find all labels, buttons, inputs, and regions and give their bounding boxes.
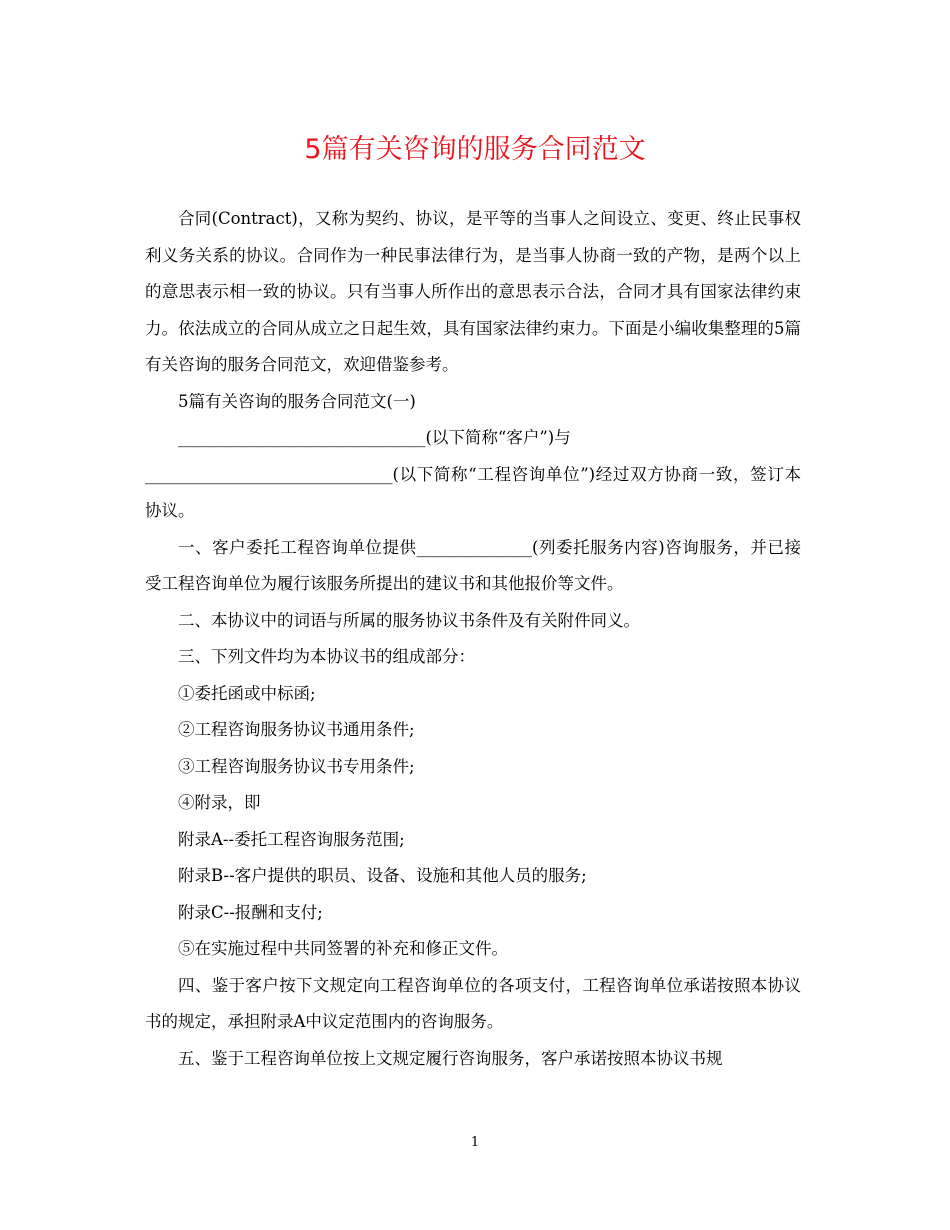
list-item: ③工程咨询服务协议书专用条件; <box>178 756 415 776</box>
appendix-item: 附录A--委托工程咨询服务范围; <box>178 829 405 849</box>
document-title: 5篇有关咨询的服务合同范文 <box>304 134 646 165</box>
clause-1: 一、客户委托工程咨询单位提供______________(列委托服务内容)咨询服务，并已接受工程咨询单位为履行该服务所提出的建议书和其他报价等文件。 <box>145 537 801 593</box>
party-client-line: ______________________________(以下简称“客户”)与 <box>178 428 571 447</box>
clause-2: 二、本协议中的词语与所属的服务协议书条件及有关附件同义。 <box>178 610 640 630</box>
appendix-item: 附录C--报酬和支付; <box>178 902 323 922</box>
section-heading: 5篇有关咨询的服务合同范文(一) <box>178 391 416 411</box>
document-body <box>145 201 801 1077</box>
list-item: ②工程咨询服务协议书通用条件; <box>178 720 415 739</box>
clause-5: 五、鉴于工程咨询单位按上文规定履行咨询服务，客户承诺按照本协议书规 <box>178 1048 723 1068</box>
appendix-item: 附录B--客户提供的职员、设备、设施和其他人员的服务; <box>178 866 587 885</box>
clause-3: 三、下列文件均为本协议书的组成部分： <box>178 647 475 666</box>
clause-4: 四、鉴于客户按下文规定向工程咨询单位的各项支付，工程咨询单位承诺按照本协议书的规定，承担附录A中议定范围内的咨询服务。 <box>145 975 801 1031</box>
page-number: 1 <box>470 1135 480 1150</box>
intro-paragraph: 合同(Contract)，又称为契约、协议，是平等的当事人之间设立、变更、终止民事权利义务关系的协议。合同作为一种民事法律行为，是当事人协商一致的产物，是两个以上的意思表示相一致的协议。只有当事人所作出的意思表示合法，合同才具有国家法律约束力。依法成立的合同从成立之日起生效，具有国家法律约束力。下面是小编收集整理的5篇有关咨询的服务合同范文，欢迎借鉴参考。 <box>145 209 801 374</box>
list-item: ④附录，即 <box>178 793 261 812</box>
list-item: ⑤在实施过程中共同签署的补充和修正文件。 <box>178 939 508 958</box>
list-item: ①委托函或中标函; <box>178 683 316 703</box>
party-consultant-line: ______________________________(以下简称“工程咨询单位”)经过双方协商一致，签订本协议。 <box>145 464 801 520</box>
